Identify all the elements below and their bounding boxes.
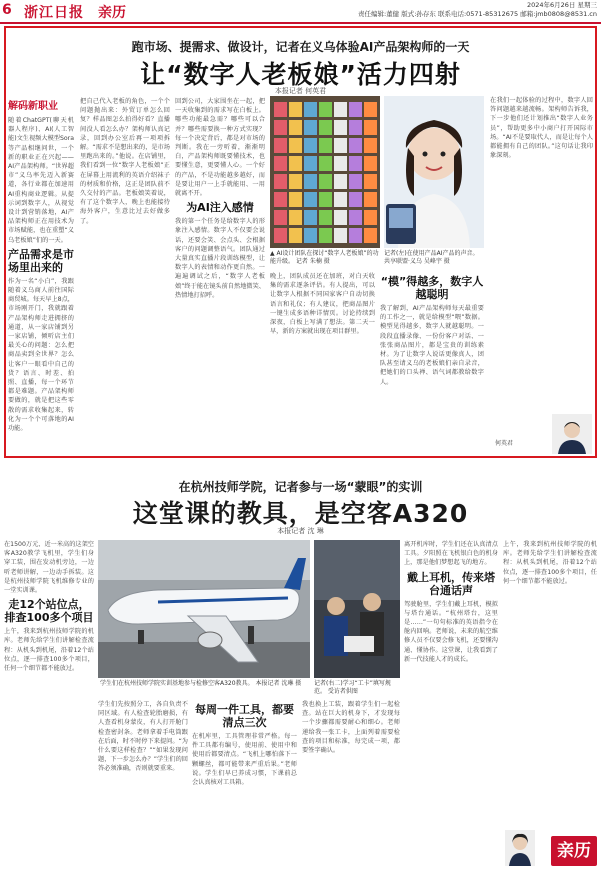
article-1-col-5 <box>380 272 484 452</box>
left-col-text: 作为一名“小白”，我跟随着义乌商人前往国际商贸城。每天早上8点，市场刚开门，我就跟着产品架构师走进拥挤的通道，从一家店铺到另一家店铺，倾听店主们最关心的问题：怎么把商品卖到全世界？怎么让客户一眼看中自己的货？语言、时差、拍照、直播，每一个环节都是难题。产品架构师要做的，就是把这些零散的需求收集起来，转化为一个个可落地的AI功能。 <box>8 277 74 433</box>
airplane-photo <box>98 540 310 678</box>
page-number: 6 <box>2 2 12 18</box>
article-2-headline: 这堂课的教具，是空客A320 <box>132 499 469 528</box>
a2-col3-text: 在机库里，工具管理非常严格。每一件工具都有编号，使用前、使用中和使用后都要清点。“飞机上哪怕落下一颗螺丝，都可能带来严重后果。”老师说。学生们早已养成习惯，下课前总会认真核对工具箱。 <box>192 733 297 787</box>
col6-text: 在我们一起体验的过程中，数字人回答问题越来越流畅。架构师告诉我，下一步他们还计划推出“数字人业务员”，帮助更多中小商户打开国际市场。“AI不是要取代人，而是让每个人都能拥有自己的团队。”这句话让我印象深刻。 <box>490 97 593 160</box>
col5-subhead: “模”得越多，数字人越聪明 <box>380 275 484 301</box>
article-2-col-1 <box>4 540 94 865</box>
left-intro: 随着ChatGPT(聊天机器人程序)、AI(人工智能)文生视频大模型Sora等产品相继问世，一个新的职业正在兴起——AI产品架构师。“世界超市”义乌率先迈入新赛道，各行业都在加速用AI重构商业逻辑。从提示词到数字人，从视觉设计到营销落地，AI产品架构师正在用技术为市场赋能，也在重塑“义乌老板娘”们的一天。 <box>8 117 74 244</box>
photo-3-caption: 学生们在杭州技师学院实训基地参与检修空客A320教具。 本报记者 沈琳 摄 <box>100 680 302 687</box>
article-2-col-6 <box>503 540 597 825</box>
masthead-meta <box>358 1 597 19</box>
a2-col5-text: 驾驶舱里，学生们戴上耳机，模拟与塔台通话。“杭州塔台，这里是……”一句句标准的英语指令在舱内回响。老师说，未来的航空维修人员不仅要会修飞机，还要懂沟通、懂协作。这堂课，让我看到了新一代技能人才的成长。 <box>404 600 498 663</box>
reporter-2-avatar <box>505 830 535 866</box>
market-photo <box>270 96 380 248</box>
article-1-col-2 <box>80 97 170 452</box>
masthead <box>0 0 601 24</box>
a2-col6-text: 上午，我来到杭州技师学院的机库。老师先给学生们讲解检查流程：从机头到机尾，沿着12个站位点，逐一排查100多个项目，任何一个细节都不能放过。 <box>503 541 597 585</box>
editors-line: 责任编辑:董健 版式:孙存东 联系电话:0571-85312675 邮箱:jmb0808@8531.cn <box>357 10 597 18</box>
article-1-kicker: 跑市场、提需求、做设计，记者在义乌体验AI产品架构师的一天 <box>131 40 470 54</box>
article-2-byline: 本报记者 沈 琳 <box>277 527 324 535</box>
article-1-col-6 <box>490 96 593 411</box>
digital-avatar-photo <box>384 96 484 248</box>
article-1-byline: 本报记者 何英君 <box>274 87 327 95</box>
article-1-headline: 让“数字人老板娘”活力四射 <box>140 60 461 89</box>
col4-text: 晚上，团队成员还在加班，对白天收集的需求逐条评估。有人提出，可以让数字人根据不同国家客户自动切换语言和礼仪；有人建议，把商品图片一键生成多语种详情页。讨论持续到深夜，白板上写满了想法。第二天一早，新的方案就出现在项目群里。 <box>270 273 375 336</box>
a2-col2-text: 学生们先按照分工，各自负责不同区域。有人检查轮胎磨损，有人查看机身蒙皮，有人打开舱门检查密封条。老师拿着手电筒跟在后面，时不时停下来提问。“为什么要这样检查？”“如果发现问题，下一步怎么办？”学生们的回答必须准确，否则就要重来。 <box>98 701 188 773</box>
article-2-col-5 <box>404 540 498 865</box>
a2-col1-subhead: 走12个站位点，排查100多个项目 <box>4 598 94 625</box>
col2-text: 把自己代入老板的角色，一个个问题抛出来：外贸订单怎么回复？样品图怎么拍得好看？直播间没人看怎么办？架构师认真记录，回到办公室后再一项项拆解。“需求不是想出来的，是市场里跑出来的。”他说。在店铺里，我们看到一位“数字人老板娘”正在屏幕上用流利的英语介绍袜子的材质和价格，这正是团队前不久交付的产品。老板娘笑着说，有了这个数字人，晚上也能接待海外客户，生意比过去好做多了。 <box>80 98 170 225</box>
reporter-avatar <box>552 414 592 454</box>
col5-text: 我了解到，AI产品架构师每天最重要的工作之一，就是给模型“喂”数据。模型见得越多，数字人就越聪明。一段段直播录像、一份份客户对话、一张张商品图片，都是宝贵的训练素材。为了让数字人说话更像真人，团队甚至请义乌的老板娘们亲自录音，把她们的口头禅、语气词都教给数字人。 <box>380 305 484 386</box>
article-2-kicker: 在杭州技师学院，记者参与一场“蒙眼”的实训 <box>178 480 423 494</box>
article-1-col-3 <box>175 97 265 452</box>
article-1-col-1 <box>8 97 74 452</box>
a2-col4-cont: 离开机库时，学生们还在认真清点工具。夕阳照在飞机银白色的机身上，那是他们梦想起飞的地方。 <box>404 541 498 567</box>
left-subhead-top: 解码新职业 <box>8 101 58 112</box>
a2-col1-text-b: 上午，我来到杭州技师学院的机库。老师先给学生们讲解检查流程：从机头到机尾，沿着12个站位点，逐一排查100多个项目，任何一个细节都不能放过。 <box>4 628 94 673</box>
col3-text-b: 我的第一个任务是给数字人的形象注入感情。数字人不仅要会说话，还要会笑、会点头、会根据客户的问题调整语气。团队通过大量真实直播片段训练模型，让数字人的表情和动作更自然。一遍遍调试之后，“数字人老板娘”终于能在镜头前自然地微笑、热情地打招呼。 <box>175 218 265 299</box>
section-name: 亲历 <box>98 5 126 21</box>
photo-1-caption: ▲ AI设计团队在探讨“数字人老板娘”的功能升级。 记者 朱楠 摄 <box>270 250 379 265</box>
col3-text: 回到公司，大家围坐在一起，把一天收集到的需求写在白板上。哪些功能最急需？哪些可以合并？哪些需要换一种方式实现？每一个决定背后，都是对市场的判断。我在一旁听着，渐渐明白，产品架构师既要懂技术，也要懂生意，更要懂人心。一个好的产品，不是功能越多越好，而是要让用户一上手就能用、一用就离不开。 <box>175 98 265 198</box>
photo-2-caption: 记者(左)在使用产品AI产品的声音。 共享联盟·义乌 吴峰宇 摄 <box>384 250 479 265</box>
article-2-col-2 <box>98 700 188 865</box>
photo-4-caption: 记者(右二)学习“工卡”填写规范。 受访者供图 <box>314 680 391 695</box>
article-1-col-4 <box>270 272 375 452</box>
paper-name: 浙江日报 <box>24 5 84 21</box>
a2-col1-text: 在1500万元、近一米高的这架空客A320教学飞机里，学生们身穿工装，围在发动机旁边，一边听老师讲解，一边动手拆装。这是杭州技师学院飞机维修专业的一堂实训课。 <box>4 541 94 595</box>
a2-col4-text: 我也换上工装，跟着学生们一起检查。站在巨大的机身下，才发现每一个步骤都需要耐心和细心。老师递给我一张工卡，上面列着需要检查的项目和标准，每完成一项，都要签字确认。 <box>302 701 400 755</box>
mid-subhead: 为AI注入感情 <box>186 201 254 215</box>
date-line: 2024年6月26日 星期三 <box>526 1 597 9</box>
left-subhead: 产品需求是市场里出来的 <box>8 247 74 274</box>
a2-col5-subhead: 戴上耳机，传来塔台通话声 <box>407 570 495 597</box>
section-logo: 亲历 <box>551 836 597 866</box>
classroom-photo <box>314 540 400 678</box>
article-2-col-4 <box>302 700 400 865</box>
reporter-card: 何英君 <box>495 440 514 447</box>
article-2-col-3 <box>192 700 297 865</box>
a2-col3-subhead: 每周一件工具，都要清点三次 <box>195 703 294 729</box>
